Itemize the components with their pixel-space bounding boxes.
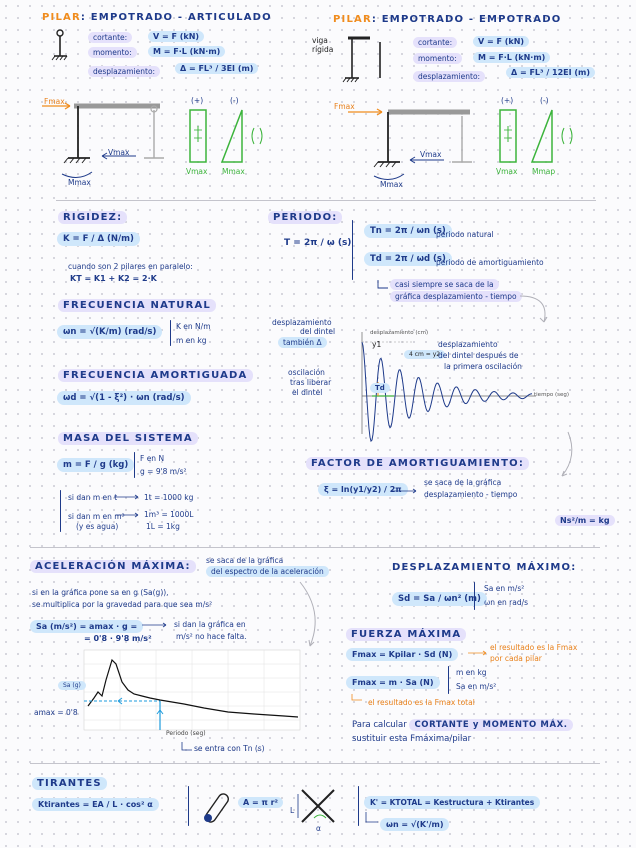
osc-2: tras liberar <box>290 378 332 387</box>
aceleracion-curve-arrow <box>296 580 326 650</box>
td-label: Td <box>370 384 390 392</box>
rigidez-title: RIGIDEZ: <box>58 212 127 223</box>
fmax-label: Fmax <box>44 97 65 106</box>
separator-3 <box>30 763 600 764</box>
masa-case-2-result-1: 1m³ = 1000L <box>144 510 194 519</box>
factor-curve-arrow <box>552 430 582 480</box>
fuerza-sa-unit: Sa en m/s² <box>456 682 497 691</box>
y2-note: 4 cm = y2 <box>404 351 445 358</box>
frecuencia-natural-title: FRECUENCIA NATURAL <box>58 300 216 311</box>
tirantes-k-eq: K' = KTOTAL = Kestructura + Ktirantes <box>364 796 540 809</box>
aceleracion-title: ACELERACIÓN MÁXIMA: <box>30 561 196 572</box>
desp-ylabel: desplazamiento (cm) <box>370 330 429 336</box>
periodo-note-1: casi siempre se saca de la <box>390 280 499 289</box>
wn-unit: ωn en rad/s <box>484 598 529 607</box>
osc-3: el dintel <box>292 388 323 397</box>
masa-case-2b: (y es agua) <box>76 522 119 531</box>
masa-cases-brace <box>60 490 61 532</box>
mmax-diagram-label: Mmax <box>222 167 245 176</box>
pilar-empotrado-icon <box>344 34 376 84</box>
frecuencia-natural-eq: ωn = √(K/m) (rad/s) <box>57 325 162 339</box>
rigidez-eq: K = F / Δ (N/m) <box>57 232 140 246</box>
tirante-cilindro-icon <box>198 788 238 824</box>
masa-brace <box>134 452 135 478</box>
desplazamiento-eq: Δ = FL³ / 3EI (m) <box>175 64 258 73</box>
aceleracion-note-1: si dan la gráfica en <box>174 620 246 629</box>
desp-max-brace <box>474 582 475 610</box>
masa-g: g = 9'8 m/s² <box>140 467 187 476</box>
separator-2 <box>30 547 600 548</box>
annot-3: la primera oscilación <box>444 362 522 371</box>
cortante-label: cortante: <box>88 33 132 42</box>
viga-rigida-label: viga rígida <box>312 36 334 54</box>
momento-eq: M = F·L (kN·m) <box>148 47 225 56</box>
fuerza-para-calcular: Para calcular CORTANTE y MOMENTO MÁX. <box>352 720 573 730</box>
frecuencia-amortiguada-eq: ωd = √(1 - ξ²) · ωn (rad/s) <box>57 391 191 405</box>
desp-dintel-2: del dintel <box>300 327 336 336</box>
y1-label: y1 <box>372 340 382 349</box>
aceleracion-line-1: si en la gráfica pone sa en g (Sa(g)), <box>32 588 169 597</box>
momento-eq-2: M = F·L (kN·m) <box>473 53 550 62</box>
plus-label-2: (+) <box>501 96 514 105</box>
fuerza-arrow-1 <box>466 648 490 658</box>
sa-g-label: Sa (g) <box>58 682 86 689</box>
masa-eq: m = F / g (kg) <box>57 458 134 472</box>
factor-note-2: desplazamiento - tiempo <box>424 490 518 499</box>
periodo-tn-eq: Tn = 2π / ωn (s) <box>364 224 452 238</box>
periodo-brace <box>352 220 353 280</box>
pilar-label: PILAR <box>333 14 372 25</box>
minus-label-2: (-) <box>540 96 549 105</box>
separator-1 <box>56 200 596 201</box>
k-unit: K en N/m <box>176 322 211 331</box>
minus-label: (-) <box>230 96 239 105</box>
title-rest: : EMPOTRADO - ARTICULADO <box>80 12 272 23</box>
factor-title: FACTOR DE AMORTIGUAMIENTO: <box>306 458 529 469</box>
tirantes-eq: Ktirantes = EA / L · cos² α <box>32 798 159 811</box>
vmax-diagram-label-2: Vmax <box>496 167 518 176</box>
masa-case-1-result: 1t = 1000 kg <box>144 493 194 502</box>
aceleracion-eq-2: = 0'8 · 9'8 m/s² <box>84 634 152 643</box>
desplazamiento-eq-2: Δ = FL³ / 12EI (m) <box>506 68 595 77</box>
mmax-label-2: Mmax <box>380 180 403 189</box>
plus-label: (+) <box>191 96 204 105</box>
periodo-eq: T = 2π / ω (s) <box>284 238 352 248</box>
periodo-title: PERIODO: <box>268 212 342 223</box>
fuerza-brace <box>448 666 449 694</box>
cortante-label-2: cortante: <box>413 38 457 47</box>
tirantes-l-label: L <box>290 806 295 815</box>
tirantes-arrow <box>364 812 380 828</box>
momento-label-2: momento: <box>413 54 462 63</box>
fuerza-eq-2: Fmax = m · Sa (N) <box>346 676 440 689</box>
fuerza-result-1a: el resultado es la Fmax <box>490 643 578 652</box>
factor-eq: ξ = ln(y1/y2) / 2π <box>318 483 408 496</box>
periodo-axis-label: Periodo (seg) <box>166 730 206 737</box>
pilar-label: PILAR <box>42 12 81 23</box>
masa-case-2-result-2: 1L = 1kg <box>146 522 180 531</box>
masa-arrows <box>112 494 142 520</box>
periodo-amortiguamiento-label: periodo de amortiguamiento <box>436 258 544 267</box>
masa-f: F en N <box>140 454 165 463</box>
espectro-aceleracion-grafica <box>84 650 300 730</box>
tn-label: se entra con Tn (s) <box>194 744 265 753</box>
pilar-empotrado-articulado-title <box>42 12 272 23</box>
aceleracion-line-2: se multiplica por la gravedad para que sea m/s² <box>32 600 213 609</box>
factor-note-1: se saca de la gráfica <box>424 478 502 487</box>
rigidez-note: cuando son 2 pilares en paralelo: <box>68 262 193 271</box>
fuerza-arrow-2 <box>350 694 366 706</box>
periodo-natural-label: periodo natural <box>436 230 494 239</box>
desp-xlabel: tiempo (seg) <box>534 392 570 398</box>
factor-arrow <box>390 486 420 496</box>
portico-articulado-diagram <box>40 96 180 186</box>
vmax-diagram-label: Vmax <box>186 167 208 176</box>
masa-case-1: si dan m en t <box>68 493 118 502</box>
aceleracion-eq: Sa (m/s²) = amax · g = <box>30 620 143 633</box>
diagrama-cortante-momento <box>186 108 268 166</box>
tirantes-brace-2 <box>358 786 359 826</box>
masa-case-2: si dan m en m³ <box>68 512 125 521</box>
desplazamiento-label-2: desplazamiento: <box>413 72 485 81</box>
mmax-diagram-label-2: Mmap <box>532 167 556 176</box>
fmax-label-2: Fmax <box>334 102 355 111</box>
annot-1: desplazamiento <box>438 340 498 349</box>
momento-label: momento: <box>88 48 137 57</box>
tirantes-wn-eq: ωn = √(K'/m) <box>380 818 449 831</box>
tn-arrow <box>180 740 194 754</box>
tirantes-title: TIRANTES <box>32 778 107 789</box>
rigidez-eq2: KT = K1 + K2 = 2·K <box>70 274 157 283</box>
desp-dintel-1: desplazamiento <box>272 318 332 327</box>
fuerza-result-2: el resultado es la Fmax total <box>368 698 475 707</box>
fuerza-max-title: FUERZA MÁXIMA <box>346 629 466 640</box>
cortante-eq-2: V = F (kN) <box>473 37 529 46</box>
fuerza-sustituir: sustituir esta Fmáxima/pilar <box>352 734 472 744</box>
aceleracion-note-2: m/s² no hace falta. <box>176 632 247 641</box>
tirantes-area: A = π r² <box>238 798 283 807</box>
desplazamiento-max-eq: Sd = Sa / ωn² (m) <box>392 592 487 606</box>
masa-title: MASA DEL SISTEMA <box>58 433 198 444</box>
factor-unit: Ns²/m = kg <box>555 516 615 525</box>
annot-2: del dintel después de <box>438 351 519 360</box>
vmax-label: Vmax <box>108 148 130 157</box>
tirantes-cruz-icon <box>296 786 340 826</box>
osc-1: oscilación <box>288 368 325 377</box>
tirantes-alpha-label: α <box>316 824 321 833</box>
periodo-td-eq: Td = 2π / ωd (s) <box>364 252 452 266</box>
vmax-label-2: Vmax <box>420 150 442 159</box>
desp-dintel-3: también Δ <box>278 338 327 347</box>
mmax-label: Mmax <box>68 178 91 187</box>
fuerza-eq-1: Fmax = Kpilar · Sd (N) <box>346 648 458 661</box>
m-unit: m en kg <box>176 336 207 345</box>
aceleracion-side-1: se saca de la gráfica <box>206 556 284 565</box>
portico-empotrado-diagram <box>338 98 478 188</box>
desplazamiento-label: desplazamiento: <box>88 67 160 76</box>
pilar-empotrado-empotrado-title <box>333 14 561 25</box>
desplazamiento-max-title: DESPLAZAMIENTO MÁXIMO: <box>392 562 577 573</box>
frecuencia-amortiguada-title: FRECUENCIA AMORTIGUADA <box>58 370 253 381</box>
title-rest: : EMPOTRADO - EMPOTRADO <box>371 14 562 25</box>
frecuencia-brace <box>170 320 171 346</box>
cortante-eq: V = F (kN) <box>148 32 204 41</box>
diagrama-cortante-momento-2 <box>496 108 578 166</box>
aceleracion-side-2: del espectro de la aceleración <box>206 567 329 576</box>
fuerza-m-unit: m en kg <box>456 668 487 677</box>
amax-label: amax = 0'8 <box>34 708 78 717</box>
fuerza-result-1b: por cada pilar <box>490 654 542 663</box>
periodo-arrow <box>370 280 570 330</box>
pilar-articulado-icon <box>52 28 72 62</box>
aceleracion-arrow <box>140 620 170 630</box>
sa-unit: Sa en m/s² <box>484 584 525 593</box>
periodo-note-2: gráfica desplazamiento - tiempo <box>390 292 522 301</box>
tirantes-brace-1 <box>188 786 189 826</box>
